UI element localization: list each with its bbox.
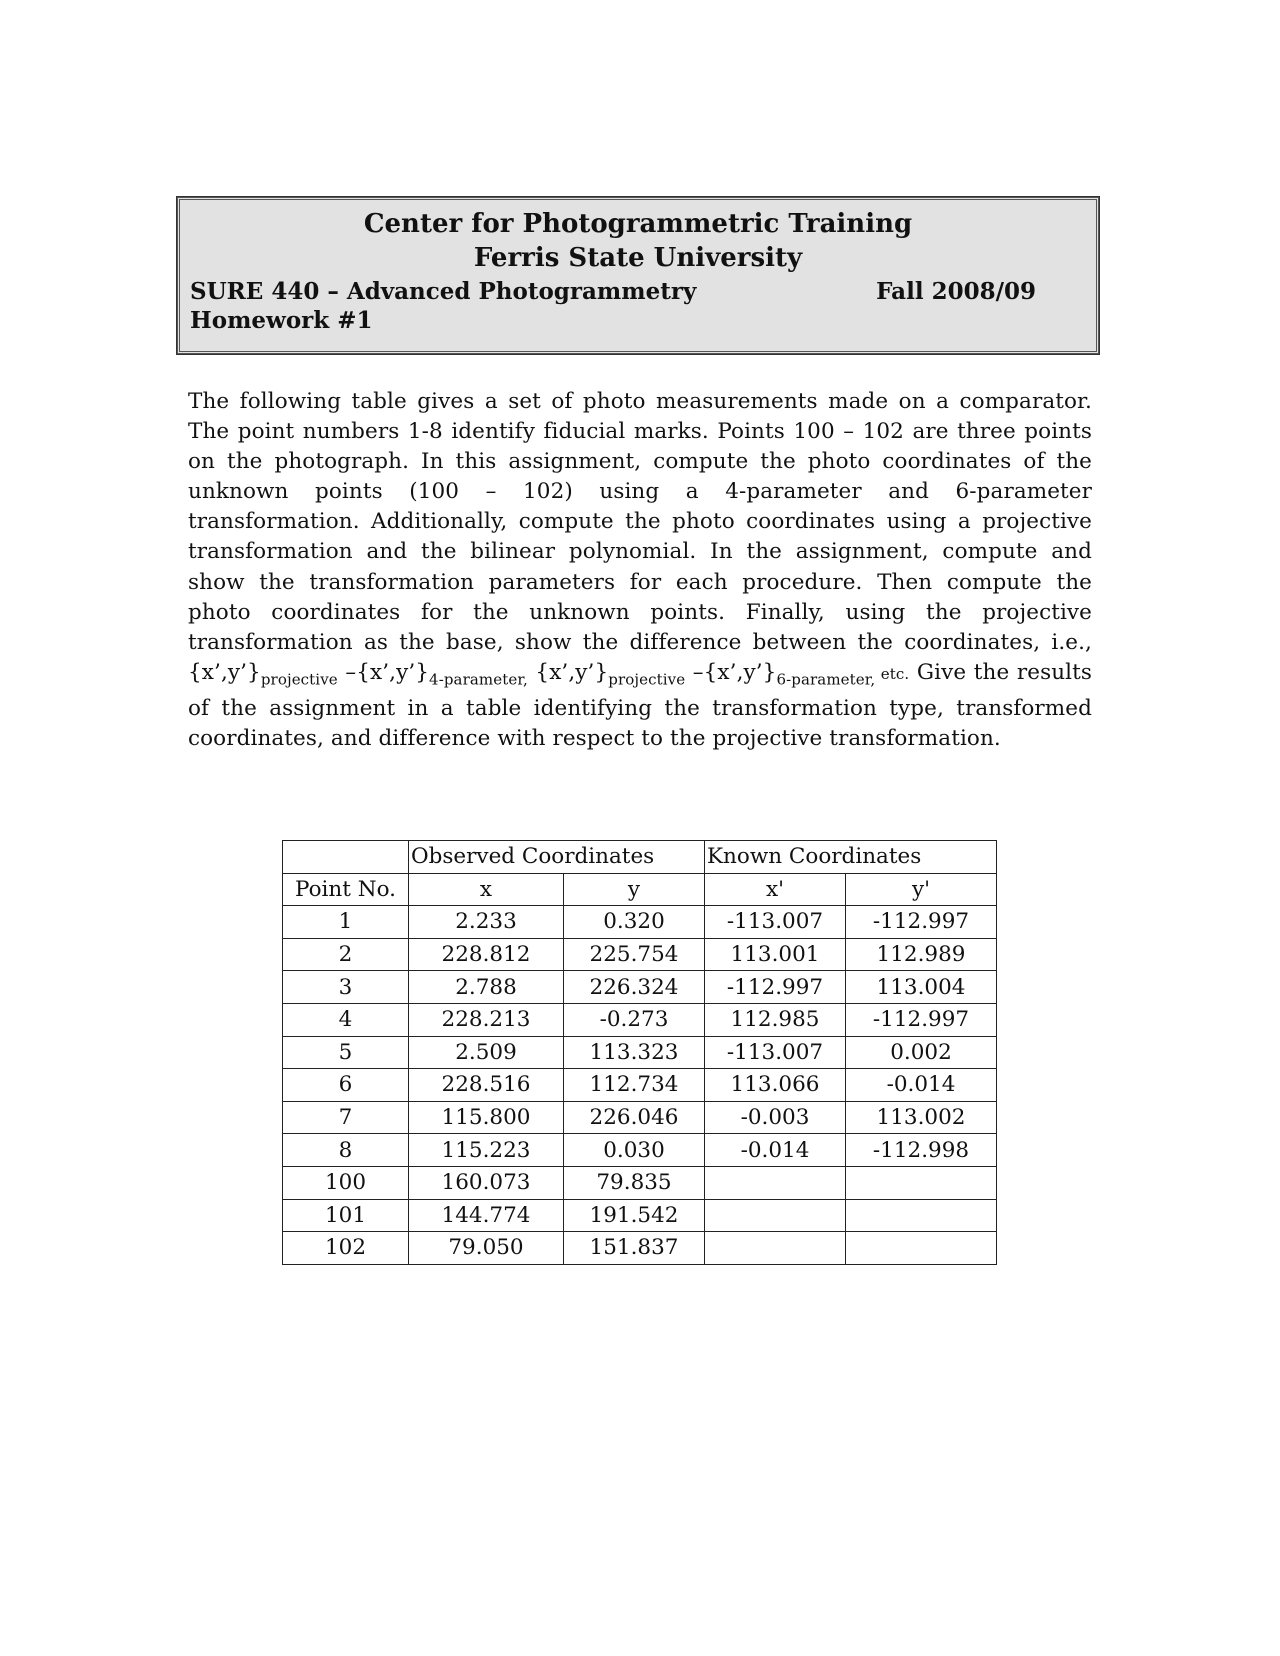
observed-y-cell: 226.324 [564, 971, 705, 1004]
known-x-cell: 112.985 [705, 1003, 846, 1036]
known-y-cell [846, 1232, 997, 1265]
table-row [283, 1036, 997, 1069]
known-y-cell: -0.014 [846, 1069, 997, 1102]
observed-x-header: x [409, 873, 564, 906]
table-group-header-row [283, 841, 997, 874]
table-row [283, 906, 997, 939]
homework-title: Homework #1 [190, 307, 373, 334]
known-x-cell [705, 1166, 846, 1199]
point-no-cell: 6 [283, 1069, 409, 1102]
formula-subscript-1: projective [260, 670, 338, 689]
observed-y-cell: 226.046 [564, 1101, 705, 1134]
point-no-cell: 2 [283, 938, 409, 971]
formula-etc: etc. [875, 664, 910, 683]
table-column-header-row [283, 873, 997, 906]
observed-x-cell: 228.812 [409, 938, 564, 971]
observed-x-cell: 228.213 [409, 1003, 564, 1036]
point-no-cell: 100 [283, 1166, 409, 1199]
table-row [283, 1101, 997, 1134]
formula-subscript-3: projective [608, 670, 686, 689]
observed-x-cell: 79.050 [409, 1232, 564, 1265]
observed-y-cell: -0.273 [564, 1003, 705, 1036]
formula-term-4: –{x’,y’} [685, 659, 777, 685]
observed-y-cell: 113.323 [564, 1036, 705, 1069]
table-row [283, 1134, 997, 1167]
point-no-header: Point No. [283, 873, 409, 906]
known-x-cell [705, 1199, 846, 1232]
coordinates-table [282, 840, 997, 1265]
course-term: Fall 2008/09 [876, 278, 1036, 305]
known-x-cell: 113.066 [705, 1069, 846, 1102]
assignment-instructions [188, 387, 1092, 754]
known-x-cell: -0.003 [705, 1101, 846, 1134]
observed-x-cell: 2.788 [409, 971, 564, 1004]
point-no-cell: 101 [283, 1199, 409, 1232]
known-y-cell: -112.997 [846, 906, 997, 939]
observed-y-cell: 112.734 [564, 1069, 705, 1102]
known-y-cell [846, 1166, 997, 1199]
known-x-cell: -0.014 [705, 1134, 846, 1167]
point-no-cell: 102 [283, 1232, 409, 1265]
observed-y-cell: 79.835 [564, 1166, 705, 1199]
observed-y-cell: 191.542 [564, 1199, 705, 1232]
known-x-cell [705, 1232, 846, 1265]
observed-x-cell: 115.800 [409, 1101, 564, 1134]
instructions-part1: The following table gives a set of photo measurements made on a comparator. The point numbers 1-8 identify fiducial marks. Points 100 – 102 are three points on the photograph. In this assignment, compute the photo coordinates of the unknown points (100 – 102) using a 4-parameter and 6-parameter transformation. Additionally, compute the photo coordinates using a projective transformation and the bilinear polynomial. In the assignment, compute and show the transformation parameters for each procedure. Then compute the photo coordinates for the unknown points. Finally, using the projective transformation as the base, show the difference between the coordinates, i.e., [188, 389, 1092, 655]
formula-subscript-2: 4-parameter, [429, 670, 528, 689]
known-y-cell: 112.989 [846, 938, 997, 971]
formula-term-3: {x’,y’} [527, 659, 609, 685]
formula-term-1: {x’,y’} [188, 659, 261, 685]
known-y-cell: 0.002 [846, 1036, 997, 1069]
point-no-cell: 3 [283, 971, 409, 1004]
known-y-header: y' [846, 873, 997, 906]
known-x-header: x' [705, 873, 846, 906]
table-row [283, 1069, 997, 1102]
table-row [283, 1166, 997, 1199]
university-title: Ferris State University [473, 243, 803, 273]
observed-y-cell: 151.837 [564, 1232, 705, 1265]
observed-x-cell: 144.774 [409, 1199, 564, 1232]
known-x-cell: -113.007 [705, 1036, 846, 1069]
table-row [283, 1199, 997, 1232]
known-x-cell: -113.007 [705, 906, 846, 939]
known-y-cell: 113.004 [846, 971, 997, 1004]
table-row [283, 1232, 997, 1265]
observed-x-cell: 2.233 [409, 906, 564, 939]
observed-y-cell: 0.030 [564, 1134, 705, 1167]
known-y-cell [846, 1199, 997, 1232]
course-header-box [177, 197, 1099, 354]
point-no-cell: 4 [283, 1003, 409, 1036]
formula-term-2: –{x’,y’} [337, 659, 430, 685]
observed-x-cell: 160.073 [409, 1166, 564, 1199]
point-no-cell: 1 [283, 906, 409, 939]
observed-coordinates-header: Observed Coordinates [409, 841, 705, 874]
center-title: Center for Photogrammetric Training [363, 209, 913, 239]
known-coordinates-header: Known Coordinates [705, 841, 997, 874]
point-no-cell: 7 [283, 1101, 409, 1134]
known-y-cell: 113.002 [846, 1101, 997, 1134]
known-y-cell: -112.997 [846, 1003, 997, 1036]
point-no-cell: 8 [283, 1134, 409, 1167]
observed-x-cell: 228.516 [409, 1069, 564, 1102]
point-no-cell: 5 [283, 1036, 409, 1069]
observed-y-cell: 0.320 [564, 906, 705, 939]
table-corner-cell [283, 841, 409, 874]
known-x-cell: 113.001 [705, 938, 846, 971]
table-row [283, 938, 997, 971]
instructions-part2: Give the results of the assignment in a table identifying the transformation type, transformed coordinates, and difference with respect to the projective transformation. [188, 659, 1093, 752]
table-row [283, 1003, 997, 1036]
observed-y-header: y [564, 873, 705, 906]
observed-y-cell: 225.754 [564, 938, 705, 971]
known-x-cell: -112.997 [705, 971, 846, 1004]
course-name: SURE 440 – Advanced Photogrammetry [190, 278, 697, 305]
table-row [283, 971, 997, 1004]
observed-x-cell: 2.509 [409, 1036, 564, 1069]
known-y-cell: -112.998 [846, 1134, 997, 1167]
observed-x-cell: 115.223 [409, 1134, 564, 1167]
formula-subscript-4: 6-parameter, [776, 670, 876, 689]
